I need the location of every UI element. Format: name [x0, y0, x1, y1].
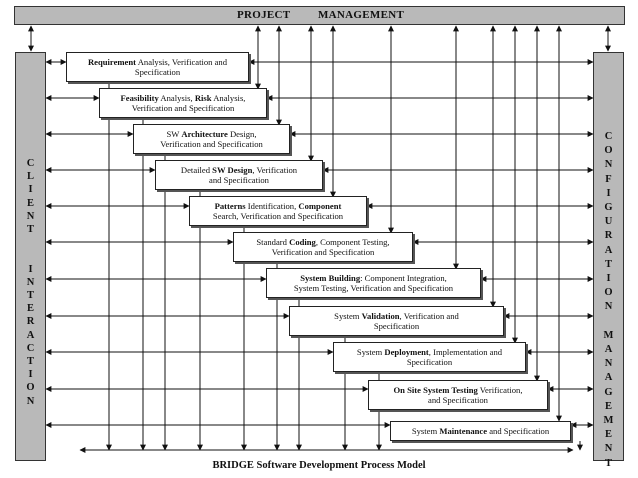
phase-3-text: Design, — [227, 129, 257, 139]
configuration-management-bar — [593, 52, 624, 469]
phase-7-text: : Component Integration, — [360, 273, 447, 283]
phase-8-text: , Verification and — [399, 311, 459, 321]
client-interaction-letter: E — [26, 197, 34, 209]
configuration-management-letter: N — [604, 358, 613, 370]
project-management-bar — [14, 6, 625, 25]
client-interaction-letter: T — [26, 290, 34, 301]
configuration-management-letter: M — [603, 329, 614, 341]
configuration-management-letter: G — [604, 386, 613, 398]
configuration-management-letter: A — [604, 244, 613, 256]
phase-9-bold: Deployment — [384, 347, 429, 357]
client-interaction-bar — [15, 52, 46, 461]
configuration-management-letter: T — [604, 457, 612, 469]
phase-4-text: , Verification — [252, 165, 298, 175]
client-interaction-letter: N — [26, 210, 35, 222]
phase-box-patterns — [189, 196, 367, 226]
client-interaction-letter: O — [26, 382, 35, 394]
phase-box-maintenance — [390, 421, 571, 441]
phase-5-line2: Search, Verification and Specification — [212, 211, 344, 221]
client-interaction-letter: I — [28, 369, 33, 381]
configuration-management-letter: N — [604, 159, 613, 171]
client-interaction-letter: C — [26, 158, 35, 169]
client-interaction-letter: R — [26, 316, 35, 328]
phase-4-pre: Detailed — [180, 165, 213, 175]
client-interaction-letter: E — [26, 303, 34, 315]
client-interaction-letter: T — [26, 356, 34, 367]
client-interaction-letter: T — [26, 224, 34, 235]
client-interaction-letter: L — [26, 171, 34, 183]
configuration-management-letter: C — [604, 131, 613, 142]
phase-3-pre: SW — [166, 129, 182, 139]
phase-3-bold: Architecture — [181, 129, 228, 139]
client-interaction-letter: N — [26, 395, 35, 407]
phase-2-line2: Verification and Specification — [131, 103, 235, 113]
configuration-management-letter: M — [603, 415, 614, 426]
configuration-management-letter: F — [605, 173, 612, 185]
client-interaction-letter: I — [28, 263, 33, 275]
phase-4-bold: SW Design — [212, 165, 253, 175]
configuration-management-letter: U — [604, 216, 613, 228]
client-interaction-letter: C — [26, 342, 35, 354]
phase-2-bold: Feasibility — [120, 93, 159, 103]
phase-7-line2: System Testing, Verification and Specification — [293, 283, 454, 293]
phase-6-line2: Verification and Specification — [271, 247, 375, 257]
phase-box-architecture — [133, 124, 290, 154]
phase-2-text2: Analysis, — [211, 93, 246, 103]
phase-7-bold: System Building — [300, 273, 361, 283]
phase-4-line2: and Specification — [209, 175, 269, 185]
phase-box-system-building — [266, 268, 481, 298]
phase-1-line2: Specification — [134, 67, 181, 77]
phase-1-text: Analysis, Verification and — [136, 57, 228, 67]
phase-10-bold: On Site System Testing — [393, 385, 478, 395]
phase-box-validation — [289, 306, 504, 336]
phase-8-bold: Validation — [361, 311, 400, 321]
phase-10-line2: and Specification — [428, 395, 488, 405]
phase-8-line2: Specification — [373, 321, 420, 331]
phase-5-text: Identification, — [245, 201, 299, 211]
configuration-management-letter: I — [606, 273, 611, 284]
phase-1-bold: Requirement — [87, 57, 137, 67]
configuration-management-letter: E — [604, 429, 612, 441]
phase-5-bold2: Component — [298, 201, 342, 211]
phase-2-text: Analysis, — [158, 93, 195, 103]
phase-10-text: Verification, — [477, 385, 523, 395]
configuration-management-letter: R — [604, 230, 613, 242]
phase-11-text: and Specification — [487, 426, 550, 436]
configuration-management-letter: O — [604, 287, 613, 299]
phase-11-pre: System — [411, 426, 440, 436]
phase-5-bold: Patterns — [214, 201, 246, 211]
configuration-management-letter: G — [604, 202, 613, 213]
client-interaction-letter: N — [26, 276, 35, 288]
client-interaction-letter: A — [26, 329, 35, 341]
phase-box-detailed-design — [155, 160, 323, 190]
diagram-caption: BRIDGE Software Development Process Model — [212, 460, 426, 471]
phase-9-line2: Specification — [406, 357, 453, 367]
phase-6-pre: Standard — [256, 237, 290, 247]
phase-9-text: , Implementation and — [428, 347, 503, 357]
header-word-project: PROJECT — [237, 9, 291, 21]
phase-box-coding — [233, 232, 413, 262]
phase-8-pre: System — [334, 311, 362, 321]
phase-11-bold: Maintenance — [439, 426, 488, 436]
phase-box-deployment — [333, 342, 526, 372]
configuration-management-letter: A — [604, 372, 613, 384]
phase-3-line2: Verification and Specification — [160, 139, 263, 149]
phase-6-bold: Coding — [289, 237, 316, 247]
phase-box-requirement — [66, 52, 249, 82]
phase-9-pre: System — [356, 347, 385, 357]
configuration-management-letter: O — [604, 145, 613, 157]
phase-2-bold2: Risk — [194, 93, 212, 103]
client-interaction-letter: I — [28, 184, 33, 196]
configuration-management-letter: E — [604, 400, 612, 412]
header-word-management: MANAGEMENT — [318, 9, 405, 21]
configuration-management-letter: A — [604, 344, 613, 355]
phase-box-onsite-testing — [368, 380, 548, 410]
configuration-management-letter: I — [606, 187, 611, 199]
configuration-management-letter: N — [604, 301, 613, 313]
phase-box-feasibility — [99, 88, 267, 118]
configuration-management-letter: N — [604, 443, 613, 455]
phase-6-text: , Component Testing, — [315, 237, 390, 247]
configuration-management-letter: T — [604, 258, 612, 270]
